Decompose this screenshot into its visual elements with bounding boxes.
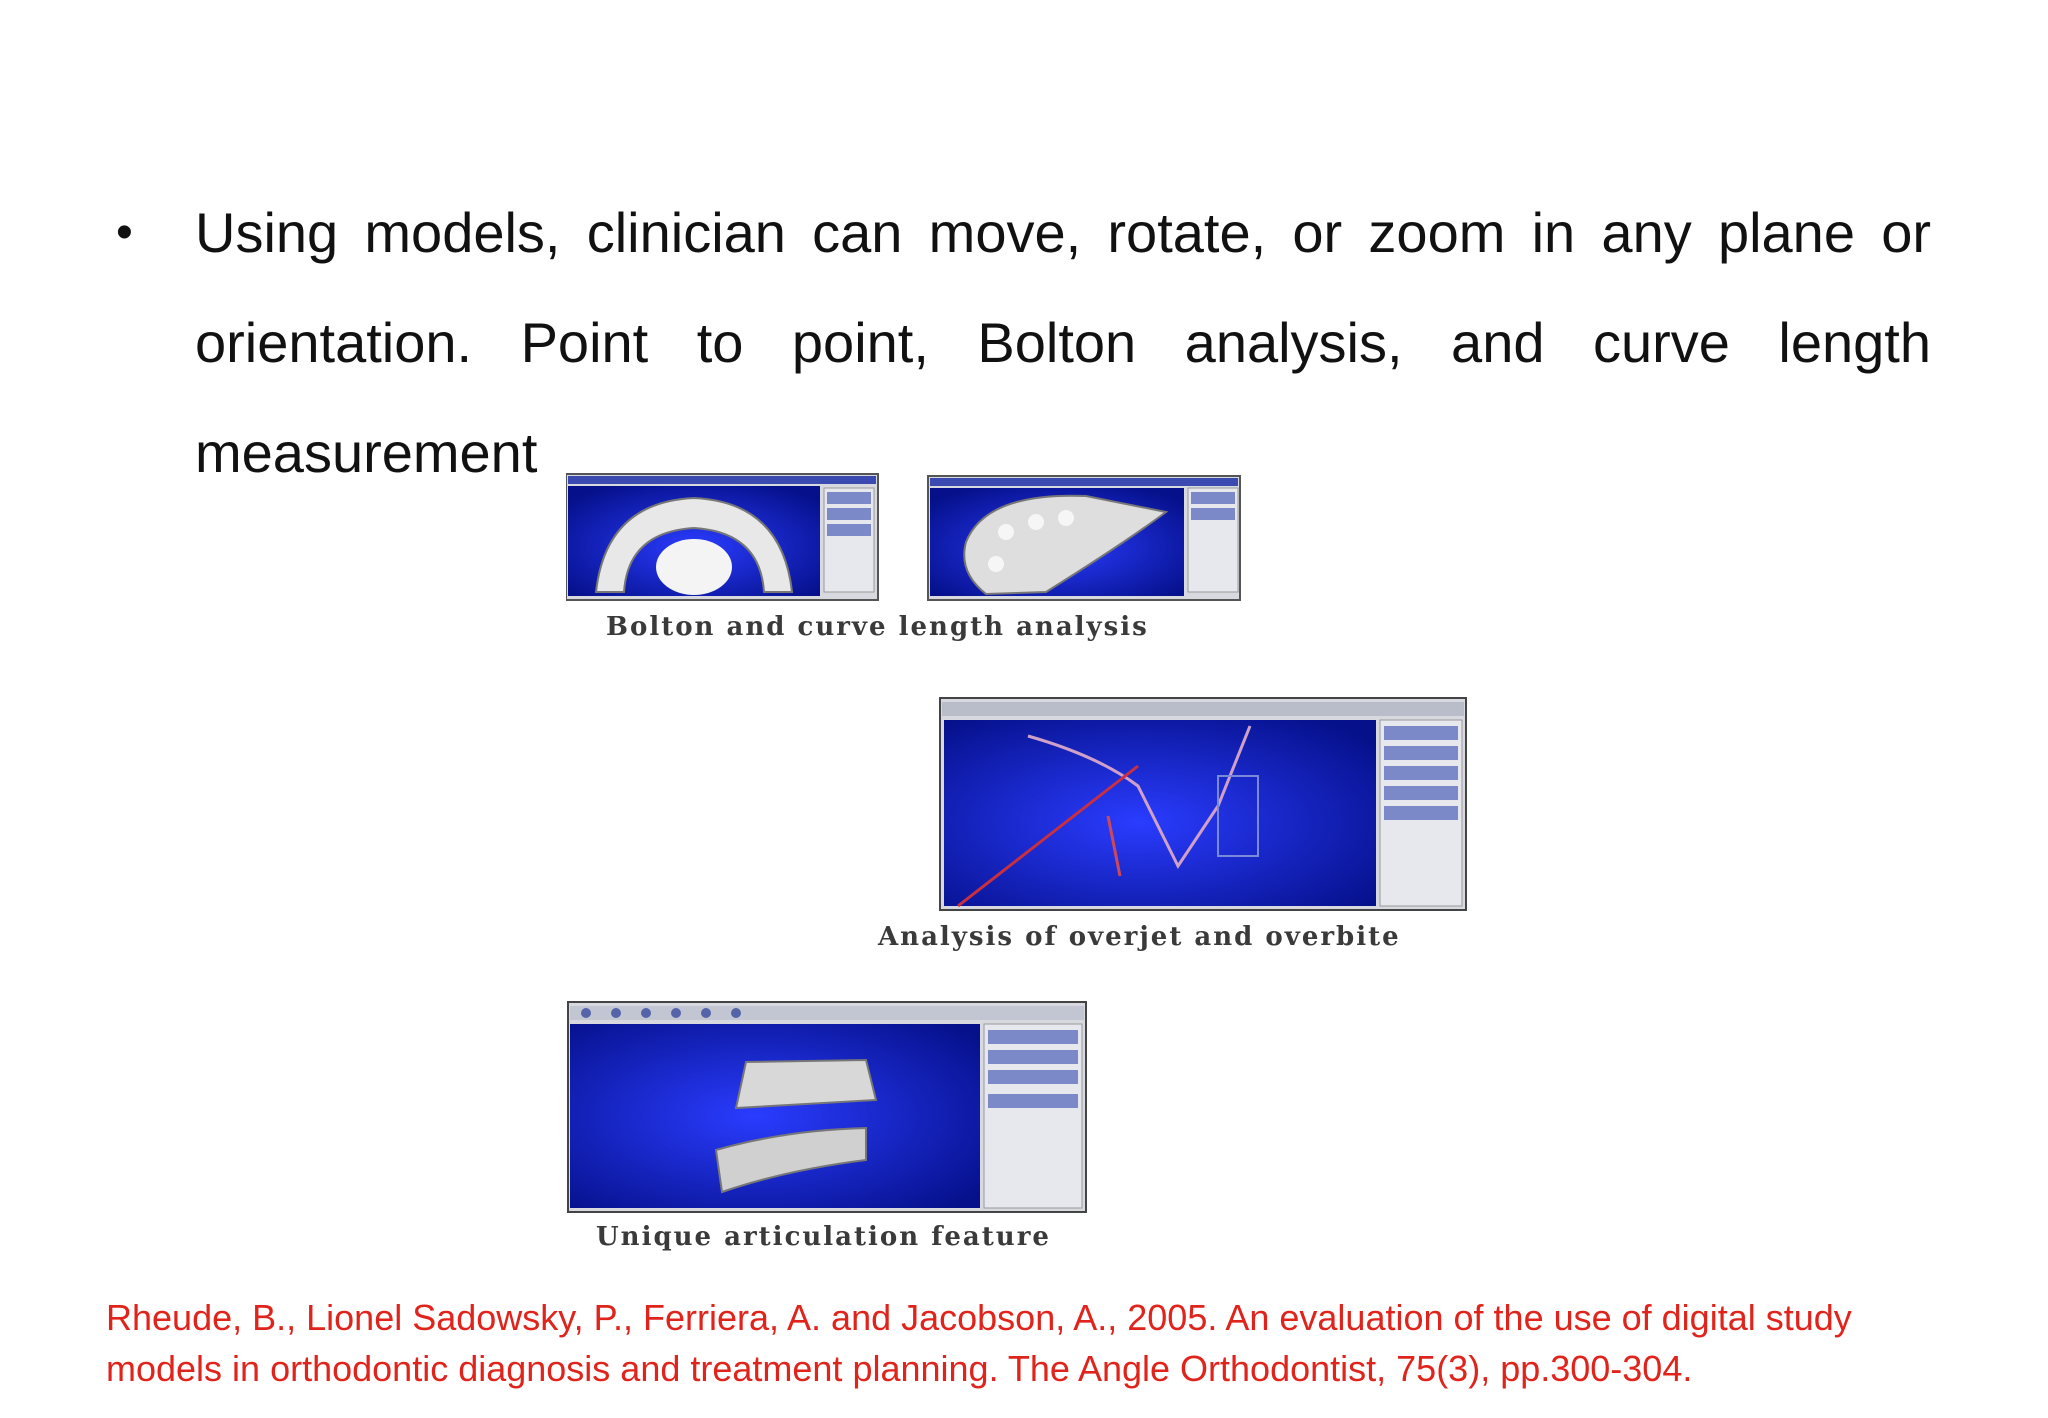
bolton-screenshots xyxy=(566,472,1246,612)
figure-caption: Analysis of overjet and overbite xyxy=(878,922,1401,952)
citation-line-2: models in orthodontic diagnosis and treatment planning. The Angle Orthodontist, 75(3), pp.300-304. xyxy=(106,1348,1693,1389)
figure-caption: Bolton and curve length analysis xyxy=(606,612,1149,642)
figure-overjet xyxy=(878,696,1478,966)
figure-articulation xyxy=(566,1000,1096,1270)
overjet-screenshot xyxy=(878,696,1478,916)
citation xyxy=(106,1292,1966,1394)
citation-line-1: Rheude, B., Lionel Sadowsky, P., Ferriera, A. and Jacobson, A., 2005. An evaluation of the use of digital study xyxy=(106,1297,1852,1338)
bullet-text: Using models, clinician can move, rotate, or zoom in any plane or orientation. Point to point, Bolton analysis, and curve length measurement xyxy=(195,201,1931,484)
bullet-marker: • xyxy=(116,206,133,259)
figure-bolton xyxy=(566,472,1246,652)
figure-caption: Unique articulation feature xyxy=(596,1222,1051,1252)
articulation-screenshot xyxy=(566,1000,1096,1218)
